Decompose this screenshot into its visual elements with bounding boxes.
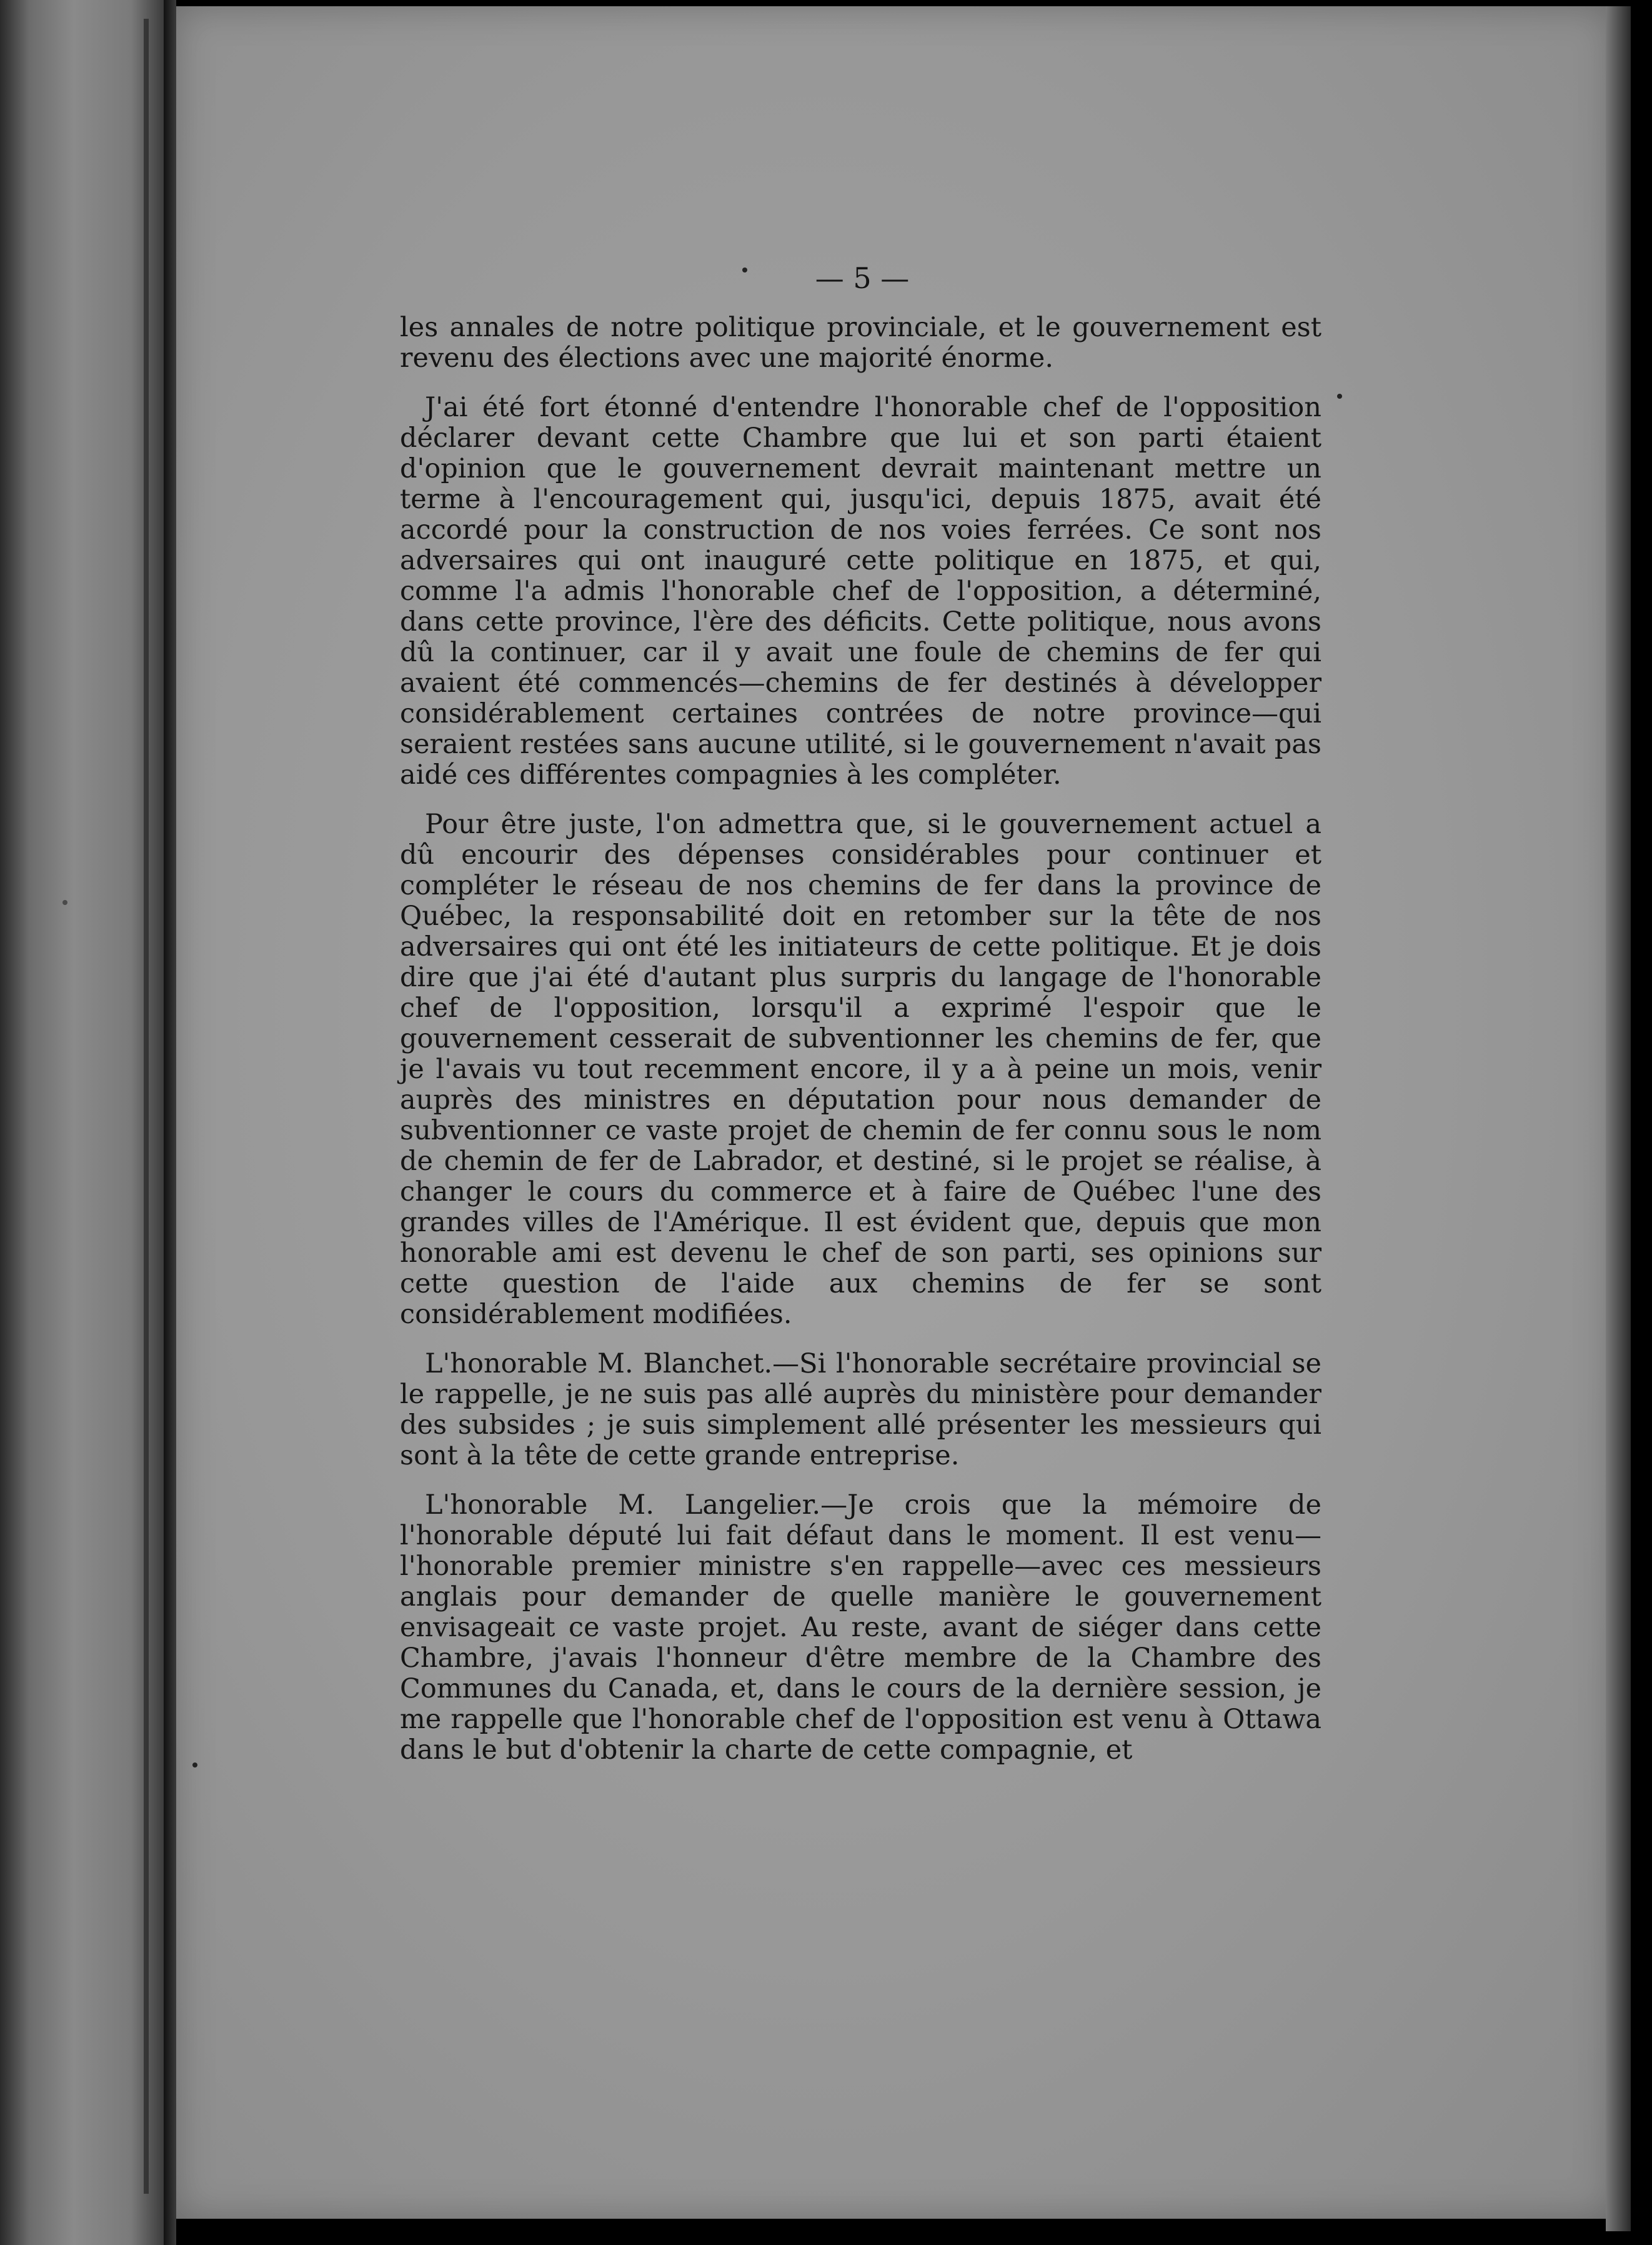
paragraph-5: L'honorable M. Langelier.—Je crois que la mémoire de l'honorable député lui fait défaut dans le moment. Il est venu—l'honorable premier ministre s'en rappelle—avec ces messieurs anglais pour demander de quelle manière le gouvernement envisageait ce vaste projet. Au reste, avant de siéger dans cette Chambre, j'avais l'honneur d'être membre de la Chambre des Communes du Canada, et, dans le cours de la dernière session, je me rappelle que l'honorable chef de l'opposition est venu à Ottawa dans le but d'obtenir la charte de cette compagnie, et <box>400 1489 1321 1766</box>
left-page-shadow <box>144 19 149 2194</box>
book-gutter <box>164 0 176 2245</box>
body-text <box>400 312 1321 1784</box>
paragraph-4: L'honorable M. Blanchet.—Si l'honorable secrétaire provincial se le rappelle, je ne suis pas allé auprès du ministère pour demander des subsides ; je suis simplement allé présenter les messieurs qui sont à la tête de cette grande entreprise. <box>400 1348 1321 1471</box>
paragraph-2: J'ai été fort étonné d'entendre l'honorable chef de l'opposition déclarer devant cette Chambre que lui et son parti étaient d'opinion que le gouvernement devrait maintenant mettre un terme à l'encouragement qui, jusqu'ici, depuis 1875, avait été accordé pour la construction de nos voies ferrées. Ce sont nos adversaires qui ont inauguré cette politique en 1875, et qui, comme l'a admis l'honorable chef de l'opposition, a déterminé, dans cette province, l'ère des déficits. Cette politique, nous avons dû la continuer, car il y avait une foule de chemins de fer qui avaient été commencés—chemins de fer destinés à développer considérablement certaines contrées de notre province—qui seraient restées sans aucune utilité, si le gouvernement n'avait pas aidé ces différentes compagnies à les compléter. <box>400 392 1321 791</box>
page-right-edge <box>1606 6 1631 2231</box>
ink-speck <box>62 900 67 905</box>
paragraph-1: les annales de notre politique provinciale, et le gouvernement est revenu des élections avec une majorité énorme. <box>400 312 1321 374</box>
paragraph-3: Pour être juste, l'on admettra que, si le gouvernement actuel a dû encourir des dépenses considérables pour continuer et compléter le réseau de nos chemins de fer dans la province de Québec, la responsabilité doit en retomber sur la tête de nos adversaires qui ont été les initiateurs de cette politique. Et je dois dire que j'ai été d'autant plus surpris du langage de l'honorable chef de l'opposition, lorsqu'il a exprimé l'espoir que le gouvernement cesserait de subventionner les chemins de fer, que je l'avais vu tout recemment encore, il y a à peine un mois, venir auprès des ministres en députation pour nous demander de subventionner ce vaste projet de chemin de fer connu sous le nom de chemin de fer de Labrador, et destiné, si le projet se réalise, à changer le cours du commerce et à faire de Québec l'une des grandes villes de l'Amérique. Il est évident que, depuis que mon honorable ami est devenu le chef de son parti, ses opinions sur cette question de l'aide aux chemins de fer se sont considérablement modifiées. <box>400 809 1321 1330</box>
ink-speck <box>742 268 747 272</box>
left-facing-page <box>0 0 164 2245</box>
ink-speck <box>192 1762 197 1768</box>
ink-speck <box>1337 394 1342 399</box>
page-number: — 5 — <box>815 261 910 295</box>
